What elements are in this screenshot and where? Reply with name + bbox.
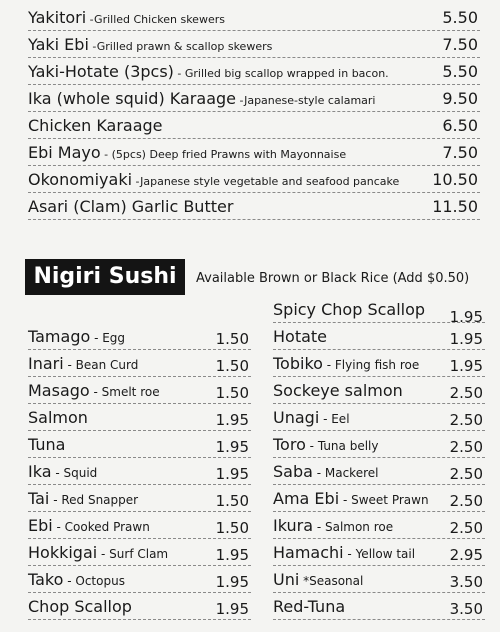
item-price: 2.50 bbox=[449, 411, 483, 429]
item-name: Sockeye salmon bbox=[273, 381, 403, 400]
item-name: Okonomiyaki -Japanese style vegetable and seafood pancake bbox=[28, 170, 400, 189]
menu-item bbox=[28, 31, 480, 58]
item-desc: - Octopus bbox=[63, 574, 125, 588]
item-desc: - Grilled big scallop wrapped in bacon. bbox=[173, 67, 389, 80]
menu-item bbox=[28, 593, 251, 620]
item-price: 2.50 bbox=[449, 465, 483, 483]
item-price: 5.50 bbox=[442, 8, 478, 27]
menu-item bbox=[273, 323, 485, 350]
menu-item bbox=[273, 539, 485, 566]
item-price: 1.95 bbox=[215, 411, 249, 429]
item-name: Salmon bbox=[28, 408, 88, 427]
menu-item bbox=[273, 431, 485, 458]
item-price: 2.50 bbox=[449, 438, 483, 456]
menu-item bbox=[28, 431, 251, 458]
item-name: Hamachi - Yellow tail bbox=[273, 543, 416, 562]
item-price: 6.50 bbox=[442, 116, 478, 135]
item-name: Inari - Bean Curd bbox=[28, 354, 139, 373]
item-desc: - (5pcs) Deep fried Prawns with Mayonnaise bbox=[100, 148, 347, 161]
item-price: 1.95 bbox=[449, 357, 483, 375]
item-price: 9.50 bbox=[442, 89, 478, 108]
menu-item bbox=[28, 539, 251, 566]
item-price: 2.95 bbox=[449, 546, 483, 564]
menu-item bbox=[273, 512, 485, 539]
item-price: 1.50 bbox=[215, 384, 249, 402]
item-desc: - Tuna belly bbox=[305, 439, 379, 453]
item-name: Tobiko - Flying fish roe bbox=[273, 354, 420, 373]
item-desc: - Sweet Prawn bbox=[339, 493, 429, 507]
item-price: 10.50 bbox=[432, 170, 478, 189]
menu-item bbox=[273, 377, 485, 404]
item-desc: - Flying fish roe bbox=[322, 358, 420, 372]
item-desc: - Egg bbox=[90, 331, 126, 345]
menu-item bbox=[28, 485, 251, 512]
item-desc: - Mackerel bbox=[312, 466, 379, 480]
item-name: Asari (Clam) Garlic Butter bbox=[28, 197, 234, 216]
item-price: 1.50 bbox=[215, 330, 249, 348]
rice-option-note: Available Brown or Black Rice (Add $0.50) bbox=[196, 271, 470, 286]
item-price: 1.95 bbox=[215, 573, 249, 591]
item-desc: - Eel bbox=[319, 412, 350, 426]
item-price: 2.50 bbox=[449, 492, 483, 510]
item-price: 1.95 bbox=[449, 330, 483, 348]
menu-item bbox=[28, 193, 480, 220]
item-desc: -Japanese style vegetable and seafood pancake bbox=[132, 175, 400, 188]
item-price: 1.95 bbox=[215, 438, 249, 456]
item-desc: - Red Snapper bbox=[49, 493, 139, 507]
item-desc: *Seasonal bbox=[299, 574, 364, 588]
item-name: Tako - Octopus bbox=[28, 570, 125, 589]
item-name: Chicken Karaage bbox=[28, 116, 163, 135]
menu-item bbox=[273, 296, 485, 326]
item-desc: - Yellow tail bbox=[343, 547, 416, 561]
menu-item bbox=[28, 458, 251, 485]
item-desc: -Japanese-style calamari bbox=[236, 94, 376, 107]
item-name: Tai - Red Snapper bbox=[28, 489, 139, 508]
menu-item bbox=[28, 139, 480, 166]
item-desc: - Smelt roe bbox=[89, 385, 160, 399]
item-name: Ebi Mayo - (5pcs) Deep fried Prawns with Mayonnaise bbox=[28, 143, 347, 162]
item-desc: - Surf Clam bbox=[97, 547, 169, 561]
item-price: 3.50 bbox=[449, 600, 483, 618]
item-price: 3.50 bbox=[449, 573, 483, 591]
menu-item bbox=[28, 166, 480, 193]
item-desc: - Salmon roe bbox=[313, 520, 394, 534]
menu-item bbox=[28, 4, 480, 31]
item-name: Unagi - Eel bbox=[273, 408, 350, 427]
menu-item bbox=[28, 377, 251, 404]
item-price: 2.50 bbox=[449, 519, 483, 537]
item-price: 1.50 bbox=[215, 357, 249, 375]
menu-item bbox=[28, 512, 251, 539]
item-desc: -Grilled Chicken skewers bbox=[86, 13, 225, 26]
menu-item bbox=[273, 404, 485, 431]
item-name: Spicy Chop Scallop bbox=[273, 300, 426, 319]
item-price: 1.95 bbox=[449, 308, 483, 326]
item-price: 5.50 bbox=[442, 62, 478, 81]
item-name: Yaki-Hotate (3pcs) - Grilled big scallop wrapped in bacon. bbox=[28, 62, 389, 81]
item-name: Yaki Ebi -Grilled prawn & scallop skewers bbox=[28, 35, 273, 54]
item-desc: - Squid bbox=[51, 466, 98, 480]
item-name: Red-Tuna bbox=[273, 597, 346, 616]
item-desc: - Bean Curd bbox=[63, 358, 139, 372]
item-name: Hotate bbox=[273, 327, 328, 346]
menu-item bbox=[273, 458, 485, 485]
item-name: Hokkigai - Surf Clam bbox=[28, 543, 169, 562]
item-name: Chop Scallop bbox=[28, 597, 132, 616]
item-price: 1.50 bbox=[215, 519, 249, 537]
item-price: 1.50 bbox=[215, 492, 249, 510]
section-title-nigiri: Nigiri Sushi bbox=[25, 259, 185, 295]
item-name: Ika - Squid bbox=[28, 462, 98, 481]
item-price: 1.95 bbox=[215, 465, 249, 483]
menu-item bbox=[28, 404, 251, 431]
menu-item bbox=[28, 350, 251, 377]
item-name: Tamago - Egg bbox=[28, 327, 126, 346]
menu-item bbox=[28, 566, 251, 593]
item-desc: -Grilled prawn & scallop skewers bbox=[88, 40, 273, 53]
menu-item bbox=[28, 85, 480, 112]
item-name: Toro - Tuna belly bbox=[273, 435, 379, 454]
item-price: 1.95 bbox=[215, 546, 249, 564]
item-name: Ebi - Cooked Prawn bbox=[28, 516, 150, 535]
menu-item bbox=[28, 323, 251, 350]
menu-item bbox=[28, 112, 480, 139]
item-name: Masago - Smelt roe bbox=[28, 381, 160, 400]
item-price: 11.50 bbox=[432, 197, 478, 216]
item-name: Tuna bbox=[28, 435, 66, 454]
item-name: Ama Ebi - Sweet Prawn bbox=[273, 489, 429, 508]
item-price: 1.95 bbox=[215, 600, 249, 618]
item-price: 2.50 bbox=[449, 384, 483, 402]
item-price: 7.50 bbox=[442, 143, 478, 162]
item-price: 7.50 bbox=[442, 35, 478, 54]
menu-item bbox=[273, 350, 485, 377]
menu-item bbox=[273, 485, 485, 512]
item-name: Uni *Seasonal bbox=[273, 570, 364, 589]
item-name: Ika (whole squid) Karaage -Japanese-style calamari bbox=[28, 89, 376, 108]
menu-item bbox=[28, 58, 480, 85]
item-name: Ikura - Salmon roe bbox=[273, 516, 394, 535]
item-name: Yakitori -Grilled Chicken skewers bbox=[28, 8, 225, 27]
menu-item bbox=[273, 566, 485, 593]
item-name: Saba - Mackerel bbox=[273, 462, 379, 481]
menu-item bbox=[273, 593, 485, 620]
item-desc: - Cooked Prawn bbox=[52, 520, 150, 534]
